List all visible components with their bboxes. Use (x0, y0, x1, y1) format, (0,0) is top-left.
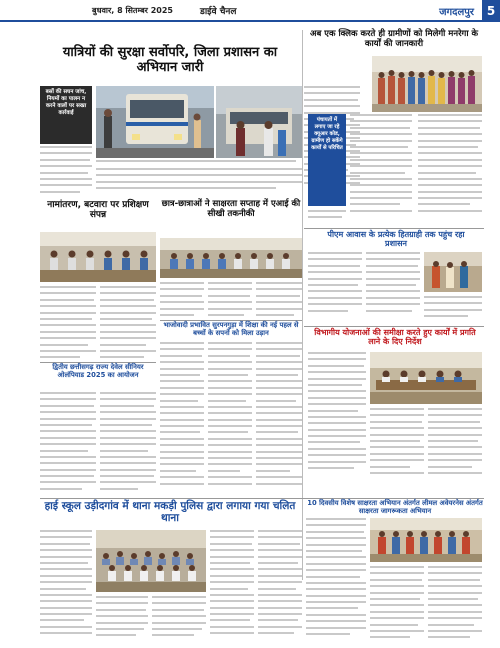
bus-highlight-box: बसों की सघन जांच, नियमों का पालन न करने वालों पर सख्त कार्रवाई (40, 86, 92, 144)
olympiad-col-2 (100, 392, 156, 496)
olympiad-col-1 (40, 392, 96, 496)
review-headline: विभागीय योजनाओं की समीक्षा करते हुए कार्यों में प्रगति लाने के दिए निर्देश (314, 328, 476, 347)
pm-awas-photo (424, 252, 482, 292)
review-col-1 (308, 352, 366, 480)
literacy-headline: 10 दिवसीय विशेष साक्षरता अभियान अंतर्गत लीमल अवेयरनेस अंतर्गत साक्षरता जागरूकता अभियान (307, 499, 483, 515)
paper-name: डाईवे चैनल (200, 7, 237, 17)
literacy-col-3 (428, 566, 482, 642)
edition-city: जगदलपुर (439, 7, 474, 18)
review-col-2 (370, 408, 424, 480)
bus-article-col-2 (246, 86, 302, 156)
police-col-5 (258, 530, 302, 642)
ai-col-1 (160, 282, 204, 318)
training-photo (40, 232, 156, 282)
pm-awas-headline: पीएम आवास के प्रत्येक हितग्राही तक पहुंच रहा प्रशासन (327, 230, 465, 249)
sukma-headline: भाजोवादी प्रभावित सुरपनगुड़ा में शिक्षा की नई पहल से बच्चों के सपनों को मिला उड़ान (163, 321, 299, 337)
bus-article-col-1 (40, 146, 92, 198)
pm-awas-col-1 (308, 252, 362, 322)
police-col-4 (210, 530, 254, 642)
mgnrega-article-col-2 (418, 114, 482, 224)
mgnrega-highlight-box: पंचायतों में लगाए जा रहे क्यूआर कोड, ग्रामीण हो सकेंगे कार्यों से परिचित (308, 114, 346, 206)
mgnrega-article-col-1 (350, 114, 412, 224)
sukma-col-2 (208, 342, 252, 494)
police-col-1 (40, 530, 92, 642)
police-school-photo (96, 530, 206, 592)
police-headline: हाई स्कूल उड़ीदगांव में थाना मकड़ी पुलिस द्वारा लगाया गया चलित थाना (44, 500, 296, 525)
olympiad-headline: द्वितीय छत्तीसगढ़ राज्य देवेल सीनियर ओलंपियाड 2025 का आयोजन (52, 363, 144, 379)
page-number: 5 (482, 0, 500, 22)
issue-date: बुधवार, 8 सितम्बर 2025 (92, 6, 173, 15)
mgnrega-headline: अब एक क्लिक करते ही ग्रामीणों को मिलेगी मनरेगा के कार्यों की जानकारी (309, 29, 479, 49)
sukma-col-3 (256, 342, 302, 494)
mgnrega-article-col-0 (308, 210, 346, 226)
section-rule (304, 228, 484, 229)
police-col-3 (152, 596, 206, 642)
sukma-col-1 (160, 342, 204, 494)
ai-headline: छात्र-छात्राओं ने साक्षरता सप्ताह में एआई की सीखी तकनीकी (161, 199, 301, 219)
literacy-col-2 (370, 566, 424, 642)
bus-headline: यात्रियों की सुरक्षा सर्वोपरि, जिला प्रशासन का अभियान जारी (62, 45, 278, 75)
ai-col-2 (208, 282, 252, 318)
literacy-col-1 (306, 518, 366, 642)
mgnrega-group-photo (372, 56, 482, 112)
literacy-group-photo (370, 518, 482, 562)
bus-photo (96, 86, 214, 158)
police-col-2 (96, 596, 148, 642)
masthead (0, 0, 500, 22)
ai-class-photo (160, 238, 302, 278)
review-col-3 (428, 408, 482, 480)
pm-awas-col-3 (424, 296, 482, 322)
bus-article-col-4 (96, 168, 302, 196)
training-col-2 (100, 286, 156, 360)
pm-awas-col-2 (366, 252, 420, 322)
training-col-1 (40, 286, 96, 360)
section-rule-2 (304, 326, 484, 327)
ai-col-3 (256, 282, 302, 318)
training-headline: नामांतरण, बटवारा पर प्रशिक्षण संपन्न (47, 200, 149, 221)
review-meeting-photo (370, 352, 482, 404)
